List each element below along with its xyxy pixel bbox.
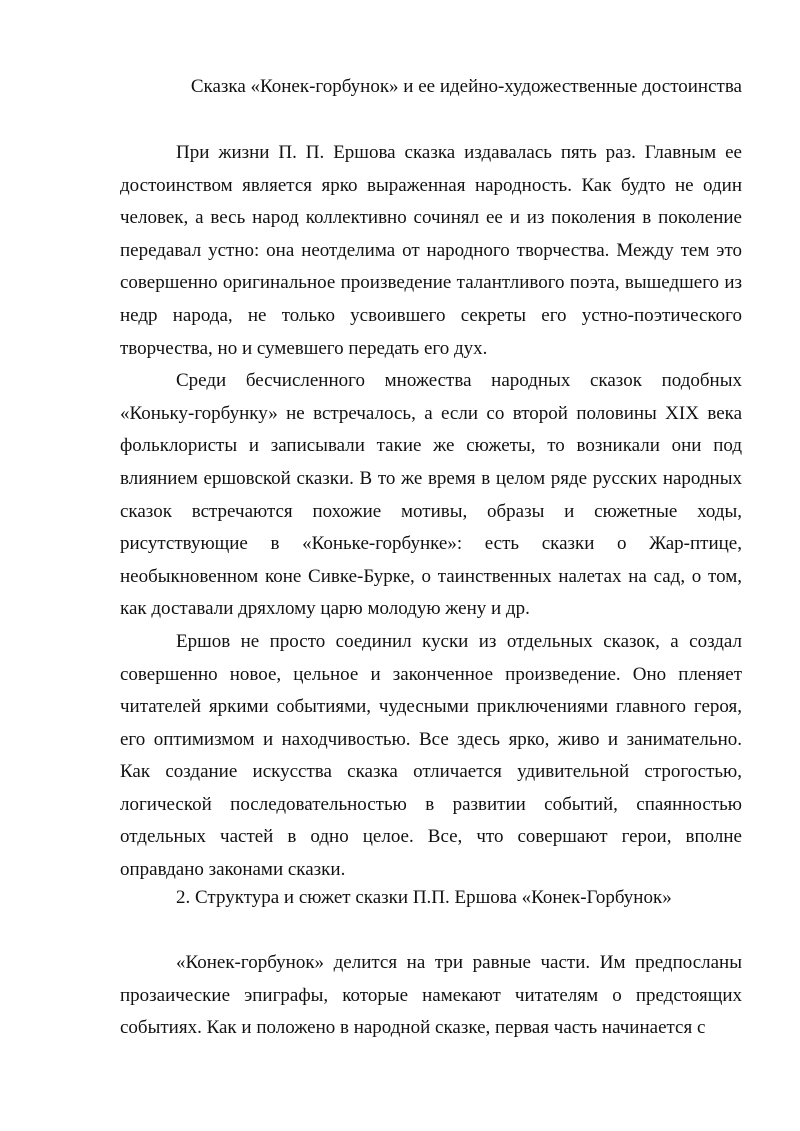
section-2-body	[120, 947, 742, 1045]
section-heading: 2. Структура и сюжет сказки П.П. Ершова «Конек-Горбунок»	[176, 887, 672, 908]
paragraph: При жизни П. П. Ершова сказка издавалась пять раз. Главным ее достоинством является ярко выраженная народность. Как будто не один человек, а весь народ коллективно сочинял ее и из поколения в поколение передавал устно: она неотделима от народного творчества. Между тем это совершенно оригинальное произведение талантливого поэта, вышедшего из недр народа, не только усвоившего секреты его устно-поэтического творчества, но и сумевшего передать его дух.	[120, 142, 742, 359]
section-title: Сказка «Конек-горбунок» и ее идейно-художественные достоинства	[190, 76, 742, 97]
section-1-body	[120, 137, 742, 887]
paragraph: Среди бесчисленного множества народных сказок подобных «Коньку-горбунку» не встречалось, а если со второй половины XIX века фольклористы и записывали такие же сюжеты, то возникали они под влиянием ершовской сказки. В то же время в целом ряде русских народных сказок встречаются похожие мотивы, образы и сюжетные ходы, рисутствующие в «Коньке-горбунке»: есть сказки о Жар-птице, необыкновенном коне Сивке-Бурке, о таинственных налетах на сад, о том, как доставали дряхлому царю молодую жену и др.	[120, 370, 742, 620]
paragraph: Ершов не просто соединил куски из отдельных сказок, а создал совершенно новое, цельное и законченное произведение. Оно пленяет читателей яркими событиями, чудесными приключениями главного героя, его оптимизмом и находчивостью. Все здесь ярко, живо и занимательно. Как создание искусства сказка отличается удивительной строгостью, логической последовательностью в развитии событий, спаянностью отдельных частей в одно целое. Все, что совершают герои, вполне оправдано законами сказки.	[120, 630, 742, 881]
paragraph: «Конек-горбунок» делится на три равные части. Им предпосланы прозаические эпиграфы, которые намекают читателям о предстоящих событиях. Как и положено в народной сказке, первая часть начинается с	[120, 952, 742, 1039]
